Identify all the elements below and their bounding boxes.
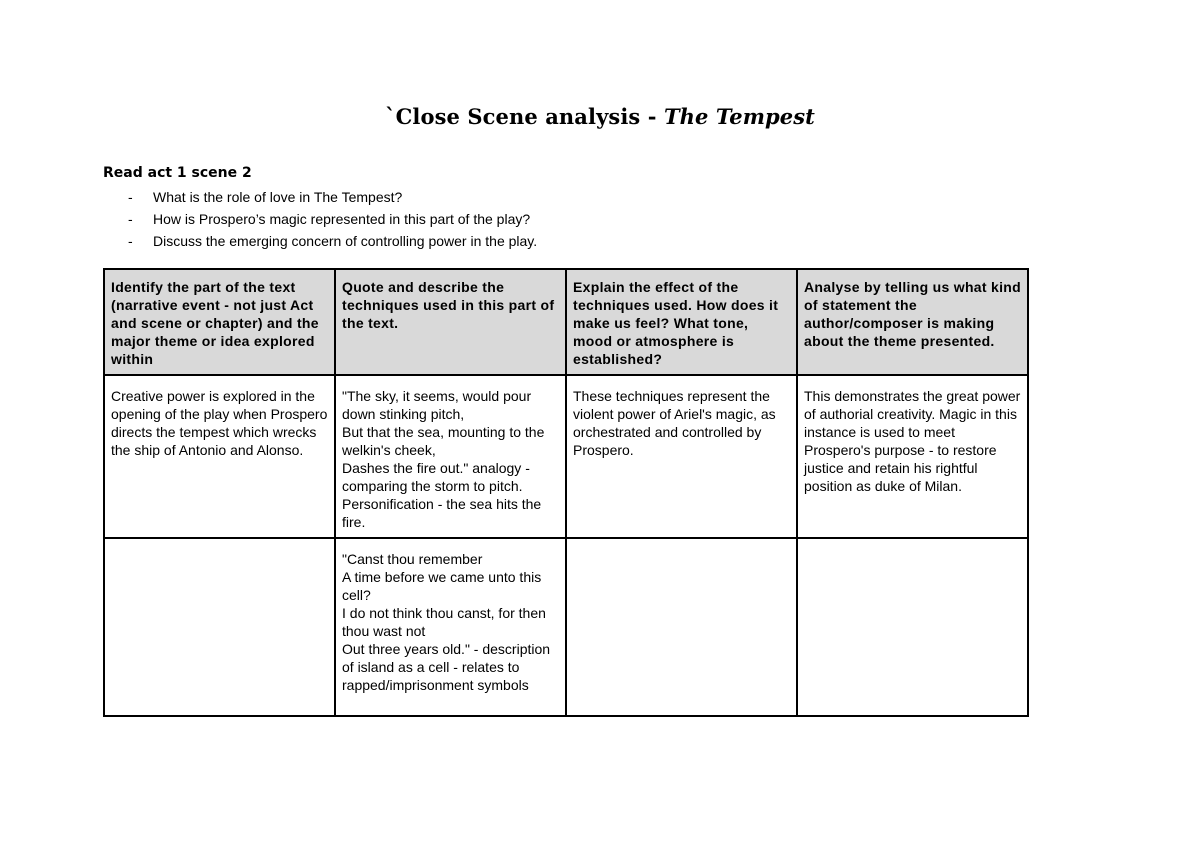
- table-cell: [566, 538, 797, 716]
- header-identify: Identify the part of the text (narrative event - not just Act and scene or chapter) and the major theme or idea explored within: [104, 269, 335, 375]
- table-row: [104, 375, 1028, 538]
- list-item: [125, 186, 537, 208]
- question-text: What is the role of love in The Tempest?: [153, 189, 403, 205]
- title-italic: The Tempest: [663, 104, 815, 129]
- table-cell: "The sky, it seems, would pour down stinking pitch, But that the sea, mounting to the welkin's cheek, Dashes the fire out." analogy - comparing the storm to pitch. Personification - the sea hits the fire.: [335, 375, 566, 538]
- table-row: [104, 538, 1028, 716]
- table-cell: Creative power is explored in the opening of the play when Prospero directs the tempest which wrecks the ship of Antonio and Alonso.: [104, 375, 335, 538]
- table-cell: These techniques represent the violent power of Ariel's magic, as orchestrated and controlled by Prospero.: [566, 375, 797, 538]
- table-cell: [104, 538, 335, 716]
- section-subheading: Read act 1 scene 2: [103, 165, 252, 181]
- table-header-row: [104, 269, 1028, 375]
- question-list: [125, 186, 537, 252]
- list-item: [125, 208, 537, 230]
- list-marker: -: [128, 233, 133, 249]
- header-quote: Quote and describe the techniques used in this part of the text.: [335, 269, 566, 375]
- header-explain: Explain the effect of the techniques used. How does it make us feel? What tone, mood or atmosphere is established?: [566, 269, 797, 375]
- list-item: [125, 230, 537, 252]
- list-marker: -: [128, 189, 133, 205]
- table-cell: This demonstrates the great power of authorial creativity. Magic in this instance is used to meet Prospero's purpose - to restore justice and retain his rightful position as duke of Milan.: [797, 375, 1028, 538]
- table-cell: "Canst thou remember A time before we came unto this cell? I do not think thou canst, for then thou wast not Out three years old." - description of island as a cell - relates to rapped/imprisonment symbols: [335, 538, 566, 716]
- header-analyse: Analyse by telling us what kind of statement the author/composer is making about the theme presented.: [797, 269, 1028, 375]
- title-plain: `Close Scene analysis -: [384, 104, 664, 129]
- list-marker: -: [128, 211, 133, 227]
- question-text: How is Prospero’s magic represented in this part of the play?: [153, 211, 531, 227]
- analysis-table: [103, 268, 1029, 717]
- question-text: Discuss the emerging concern of controlling power in the play.: [153, 233, 538, 249]
- page-title: [0, 104, 1200, 129]
- table-cell: [797, 538, 1028, 716]
